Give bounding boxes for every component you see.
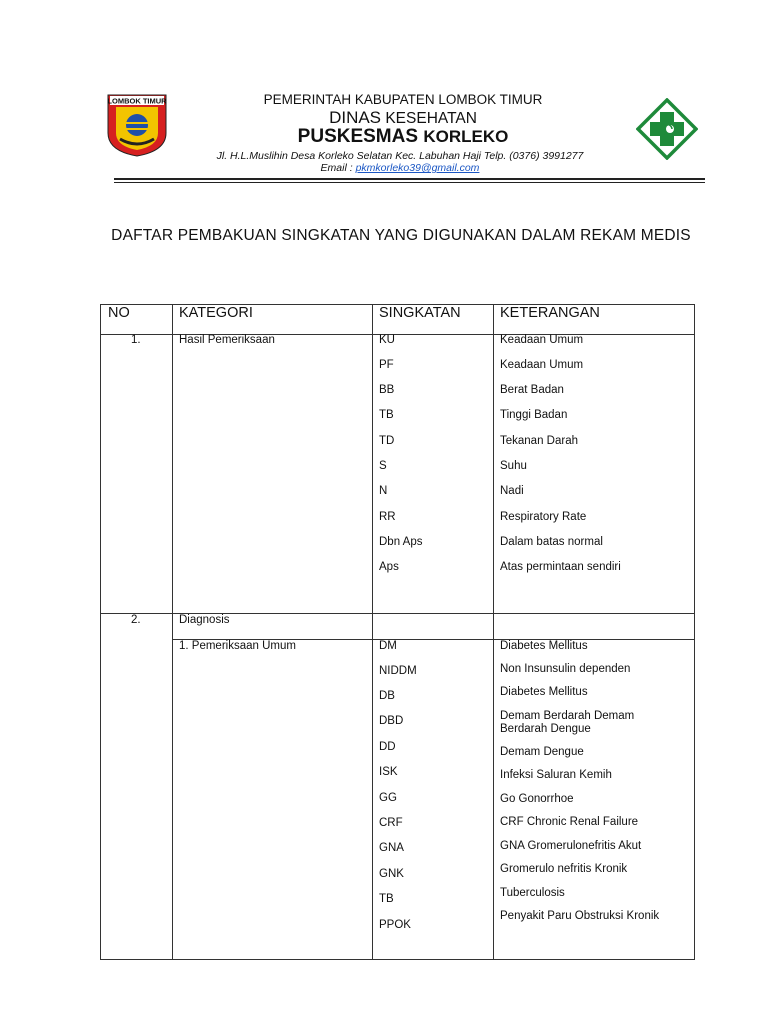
header-no: NO [108, 305, 130, 321]
desc-cell: Respiratory Rate [500, 511, 587, 523]
desc-cell: Tinggi Badan [500, 409, 568, 421]
abbr-cell: BB [379, 384, 395, 396]
desc-cell: Demam Dengue [500, 746, 584, 758]
puskesmas-name-a: PUSKESMAS [297, 126, 419, 147]
desc-cell: Non Insunsulin dependen [500, 663, 631, 675]
header-kategori: KATEGORI [179, 305, 253, 321]
abbr-cell: KU [379, 334, 395, 346]
abbr-cell: TB [379, 409, 394, 421]
abbr-cell: GG [379, 792, 397, 804]
desc-cell: CRF Chronic Renal Failure [500, 816, 639, 828]
abbr-cell: Dbn Aps [379, 536, 423, 548]
col-divider [372, 305, 373, 959]
header-rule-thin [114, 182, 705, 183]
desc-cell: Penyakit Paru Obstruksi Kronik [500, 910, 660, 922]
desc-cell: Demam Berdarah Demam [500, 710, 635, 722]
desc-cell: GNA Gromerulonefritis Akut [500, 840, 642, 852]
abbr-cell: DBD [379, 715, 404, 727]
abbr-cell: DM [379, 640, 397, 652]
abbr-cell: PF [379, 359, 394, 371]
desc-cell: Go Gonorrhoe [500, 793, 574, 805]
government-name: PEMERINTAH KABUPATEN LOMBOK TIMUR [263, 92, 543, 107]
desc-cell: Infeksi Saluran Kemih [500, 769, 612, 781]
abbr-cell: DD [379, 741, 396, 753]
desc-cell: Atas permintaan sendiri [500, 561, 621, 573]
abbr-cell: PPOK [379, 919, 411, 931]
row-category: Hasil Pemeriksaan [179, 334, 275, 346]
abbr-cell: Aps [379, 561, 399, 573]
desc-cell: Berat Badan [500, 384, 564, 396]
abbr-cell: DB [379, 690, 395, 702]
col-divider [172, 305, 173, 959]
desc-cell: Nadi [500, 485, 524, 497]
desc-cell: Tekanan Darah [500, 435, 578, 447]
row-subcategory: 1. Pemeriksaan Umum [179, 640, 296, 652]
email-link[interactable]: pkmkorleko39@gmail.com [355, 162, 480, 174]
row-no: 1. [131, 334, 141, 346]
email-label: Email : [320, 162, 353, 174]
desc-cell: Berdarah Dengue [500, 723, 591, 735]
abbr-cell: NIDDM [379, 665, 417, 677]
desc-cell: Diabetes Mellitus [500, 640, 588, 652]
abbreviation-table [100, 304, 695, 960]
desc-cell: Keadaan Umum [500, 334, 584, 346]
puskesmas-name-b: KORLEKO [423, 127, 509, 146]
desc-cell: Dalam batas normal [500, 536, 603, 548]
document-title: DAFTAR PEMBAKUAN SINGKATAN YANG DIGUNAKAN DALAM REKAM MEDIS [111, 227, 691, 244]
abbr-cell: ISK [379, 766, 398, 778]
abbr-cell: TB [379, 893, 394, 905]
lombok-timur-logo [106, 93, 168, 158]
department-name [190, 108, 616, 128]
desc-cell: Suhu [500, 460, 527, 472]
row-no: 2. [131, 614, 141, 626]
desc-cell: Diabetes Mellitus [500, 686, 588, 698]
header-keterangan: KETERANGAN [500, 305, 600, 321]
email-line [150, 162, 650, 174]
desc-cell: Keadaan Umum [500, 359, 584, 371]
abbr-cell: S [379, 460, 387, 472]
header-singkatan: SINGKATAN [379, 305, 461, 321]
abbr-cell: TD [379, 435, 395, 447]
desc-cell: Tuberculosis [500, 887, 565, 899]
department-name-a: DINAS [329, 108, 382, 127]
puskesmas-name [190, 126, 616, 148]
col-divider [493, 305, 494, 959]
abbr-cell: GNK [379, 868, 404, 880]
abbr-cell: GNA [379, 842, 404, 854]
address: Jl. H.L.Muslihin Desa Korleko Selatan Kec. Labuhan Haji Telp. (0376) 3991277 [216, 150, 584, 162]
header-rule [114, 178, 705, 180]
abbr-cell: RR [379, 511, 396, 523]
logo-label: LOMBOK TIMUR [107, 96, 167, 106]
abbr-cell: CRF [379, 817, 403, 829]
department-name-b: KESEHATAN [385, 110, 477, 127]
desc-cell: Gromerulo nefritis Kronik [500, 863, 628, 875]
row-category: Diagnosis [179, 614, 230, 626]
abbr-cell: N [379, 485, 388, 497]
